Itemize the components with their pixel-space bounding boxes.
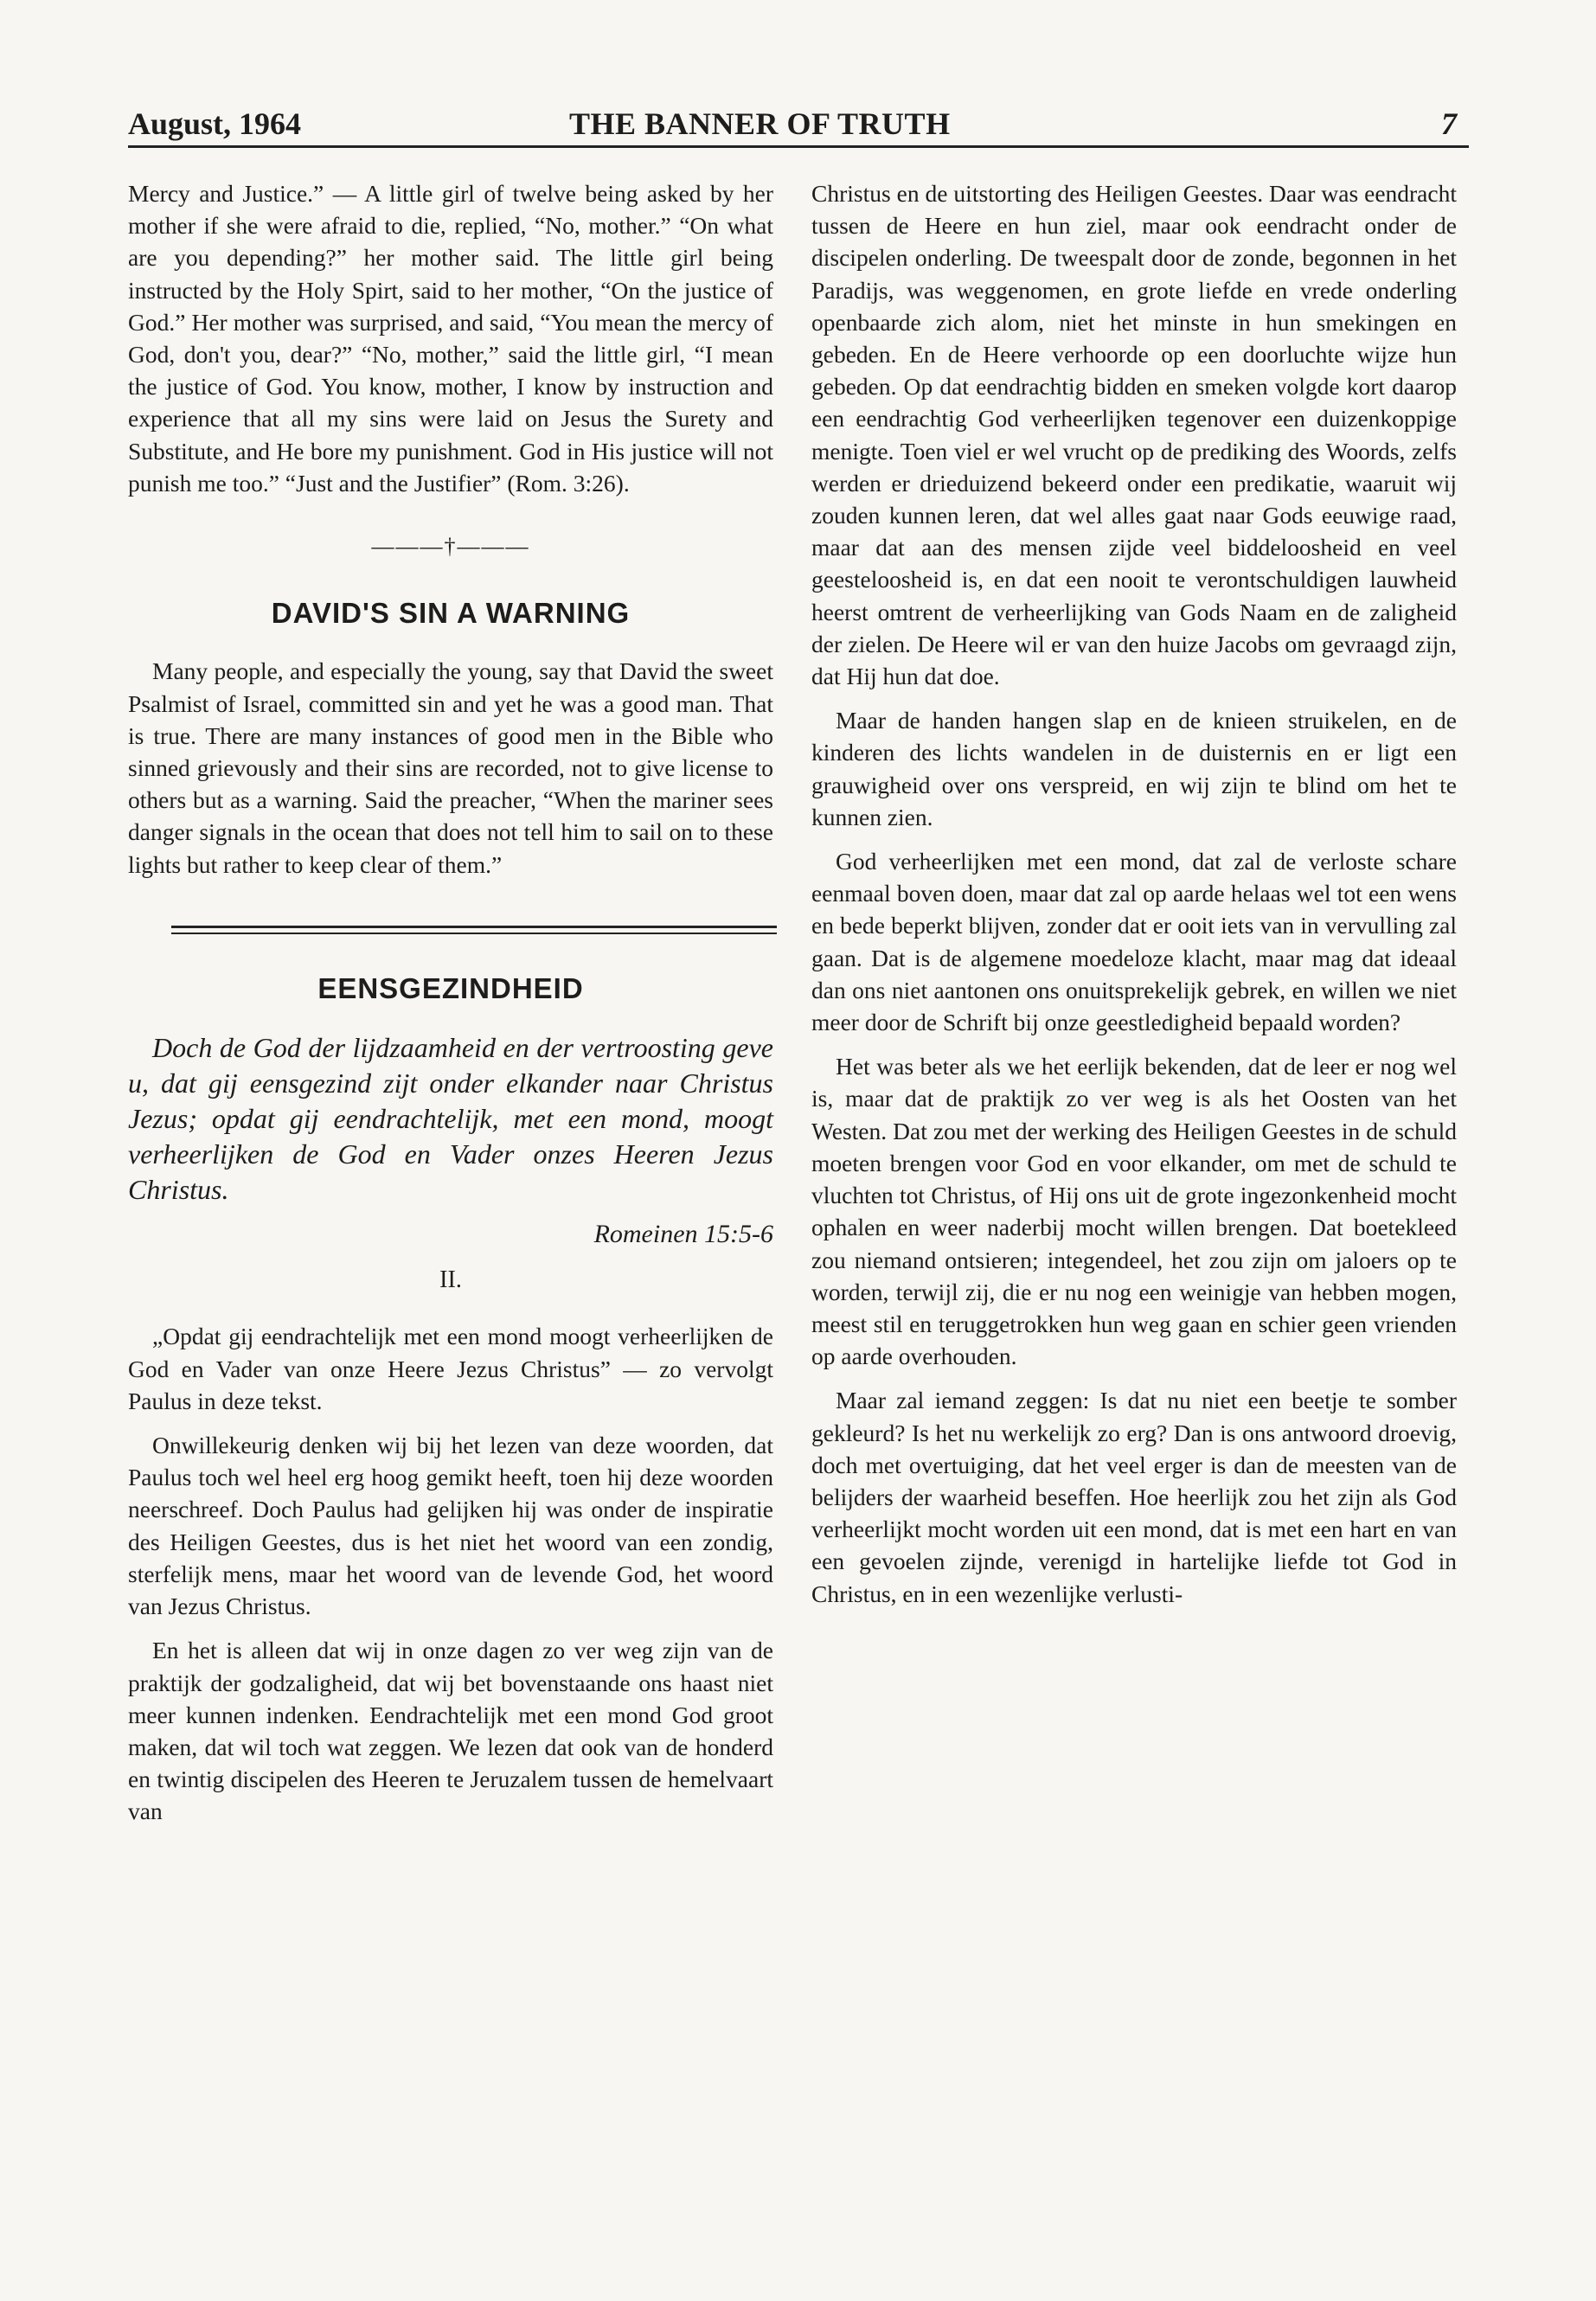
david-paragraph: Many people, and especially the young, say that David the sweet Psalmist of Israel, committed sin and yet he was a good man. That is true. There are many instances of good men in the Bible who sinned grievously and their sins are recorded, not to give license to others but as a warning. Said the preacher, “When the mariner sees danger signals in the ocean that does not tell him to sail on to these lights but rather to keep clear of them.” bbox=[128, 657, 773, 878]
issue-date: August, 1964 bbox=[128, 106, 302, 141]
scripture-verse: Doch de God der lijdzaamheid en der vertroosting geve u, dat gij eensgezind zijt onder elkander naar Christus Jezus; opdat gij eendrachtelijk, met een mond, moogt verheerlijken de God en Vader onzes Heeren Jezus Christus. bbox=[128, 1032, 773, 1206]
mercy-justice-paragraph: Mercy and Justice.” — A little girl of twelve being asked by her mother if she were afraid to die, replied, “No, mother.” “On what are you depending?” her mother said. The little girl being instructed by the Holy Spirt, said to her mother, “On the justice of God.” Her mother was surprised, and said, “You mean the mercy of God, don't you, dear?” “No, mother,” said the little girl, “I mean the justice of God. You know, mother, I know by instruction and experience that all my sins were laid on Jesus the Surety and Substitute, and He bore my punishment. God in His justice will not punish me too.” “Just and the Justifier” (Rom. 3:26). bbox=[128, 180, 773, 497]
scripture-reference: Romeinen 15:5-6 bbox=[593, 1220, 773, 1249]
left-column bbox=[128, 177, 773, 1828]
body-paragraph: God verheerlijken met een mond, dat zal de verloste schare eenmaal boven doen, maar dat zal op aarde helaas wel tot een wens en bede beperkt blijven, zonder dat er ooit iets van in vervulling zal gaan. Dat is de algemene moedeloze klacht, maar mag dat ideaal dan ons niet aantonen ons onuitsprekelijk gebrek, en willen we niet meer door de Schrift bij onze geestledigheid bepaald worden? bbox=[811, 848, 1457, 1036]
body-paragraph: En het is alleen dat wij in onze dagen zo ver weg zijn van de praktijk der godzaligheid, dat wij bet bovenstaande ons haast niet meer kunnen indenken. Eendrachtelijk met een mond God groot maken, dat wil toch wat zeggen. We lezen dat ook van de honderd en twintig discipelen des Heeren te Jeruzalem tussen de hemelvaart van bbox=[128, 1637, 773, 1825]
cross-separator: ———†——— bbox=[371, 534, 530, 560]
part-number: II. bbox=[439, 1266, 462, 1294]
body-paragraph: Onwillekeurig denken wij bij het lezen van deze woorden, dat Paulus toch wel heel erg hoog gemikt heeft, toen hij deze woorden neerschreef. Doch Paulus had gelijken hij was onder de inspiratie des Heiligen Geestes, dus is het niet het woord van een zondig, sterfelijk mens, maar het woord van de levende God, het woord van Jezus Christus. bbox=[128, 1432, 773, 1620]
publication-title: THE BANNER OF TRUTH bbox=[569, 106, 951, 141]
body-paragraph: Het was beter als we het eerlijk bekenden, dat de leer er nog wel is, maar dat de praktijk zo ver weg is als het Oosten van het Westen. Dat zou met der werking des Heiligen Geestes in de schuld moeten brengen voor God en voor elkander, om met de schuld te vluchten tot Christus, of Hij ons uit de grote ingezonkenheid mocht ophalen en weer naderbij mocht willen brengen. Dat boetekleed zou niemand ontsieren; integendeel, het zou zijn om jaloers op te worden, terwijl zij, die er nu nog een weinigje van hebben mogen, meest stil en teruggetrokken hun weg gaan en schier geen vrienden op aarde overhouden. bbox=[811, 1053, 1457, 1370]
page-number: 7 bbox=[1441, 106, 1457, 141]
body-paragraph: Maar de handen hangen slap en de knieen struikelen, en de kinderen des lichts wandelen in de duisternis en er ligt een grauwigheid over ons verspreid, en wij zijn te blind om het te kunnen zien. bbox=[811, 707, 1457, 830]
page-header bbox=[128, 106, 1469, 148]
david-section-title: DAVID'S SIN A WARNING bbox=[271, 597, 631, 630]
eensgezindheid-title: EENSGEZINDHEID bbox=[317, 971, 584, 1004]
section-divider bbox=[171, 926, 777, 934]
body-paragraph: „Opdat gij eendrachtelijk met een mond moogt verheerlijken de God en Vader van onze Heere Jezus Christus” — zo vervolgt Paulus in deze tekst. bbox=[128, 1323, 773, 1414]
body-paragraph: Christus en de uitstorting des Heiligen Geestes. Daar was eendracht tussen de Heere en hun ziel, maar ook eendracht onder de discipelen onderling. De tweespalt door de zonde, begonnen in het Paradijs, was weggenomen, en grote liefde en vrede onderling openbaarde zich alom, niet het minste in hun smekingen en gebeden. En de Heere verhoorde op een doorluchte wijze hun gebeden. Op dat eendrachtig bidden en smeken volgde kort daarop een eendrachtig God verheerlijken tegenover een duizenkoppige menigte. Toen viel er wel vrucht op de prediking des Woords, zelfs werden er drieduizend bekeerd onder een predikatie, waaruit wij zouden kunnen leren, dat wel alles gaat naar Gods eeuwige raad, maar dat aan des mensen zijde veel biddeloosheid en veel geesteloosheid is, en dat een nooit te verontschuldigen lauwheid heerst omtrent de verheerlijking van Gods Naam en de zaligheid der zielen. De Heere wil er van den huize Jacobs om gevraagd zijn, dat Hij hun dat doe. bbox=[811, 180, 1457, 690]
body-paragraph: Maar zal iemand zeggen: Is dat nu niet een beetje te somber gekleurd? Is het nu werkelijk zo erg? Dan is ons antwoord droevig, doch met overtuiging, dat het veel erger is dan de meesten van de belijders der waarheid beseffen. Hoe heerlijk zou het zijn als God verheerlijkt mocht worden uit een mond, dat is met een hart en van een gevoelen zijnde, verenigd in hartelijke liefde tot God in Christus, en in een wezenlijke verlusti- bbox=[811, 1387, 1457, 1607]
right-column bbox=[811, 177, 1457, 1610]
